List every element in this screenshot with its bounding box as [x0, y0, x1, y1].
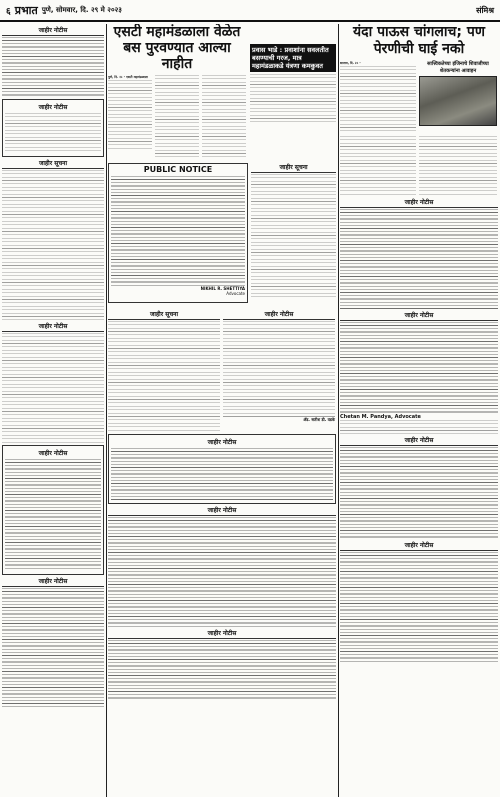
public-notice: [108, 163, 248, 303]
notice-heading: जाहीर नोटीस: [2, 322, 104, 332]
public-notice-title: PUBLIC NOTICE: [143, 165, 213, 174]
notice-heading: जाहीर नोटीस: [38, 450, 68, 457]
advocate-name: Chetan M. Pandya, Advocate: [340, 413, 421, 420]
notice-text: [340, 209, 498, 309]
notice-heading: जाहीर नोटीस: [108, 629, 336, 639]
notice-box: [108, 434, 336, 504]
field-photo: [419, 76, 497, 126]
masthead-left: [6, 3, 122, 18]
notice-box: [2, 445, 104, 575]
story-text: [419, 136, 497, 196]
notice-text: [108, 517, 336, 627]
notice-text: [340, 447, 498, 539]
advocate-address: [340, 420, 498, 434]
headline: यंदा पाऊस चांगलाच; पण पेरणीची घाई नको: [353, 24, 485, 57]
column-rule: [106, 24, 107, 797]
notice-heading: जाहीर नोटीस: [340, 541, 498, 551]
story-text: [340, 66, 416, 134]
notice-heading: जाहीर नोटीस: [38, 104, 68, 111]
notice-text: [2, 170, 104, 320]
notice-text: [5, 459, 101, 571]
notice-text: [2, 37, 104, 97]
notice-heading: जाहीर नोटीस: [340, 311, 498, 321]
story-text: [340, 136, 416, 196]
notice-text: [340, 552, 498, 662]
headline: एसटी महामंडळाला वेळेत बस पुरवण्यात आल्या नाहीत: [113, 24, 241, 72]
notice-heading: जाहीर नोटीस: [340, 436, 498, 446]
notice-text: [251, 174, 336, 299]
notice-text: [2, 333, 104, 443]
notice-heading: जाहीर सूचना: [2, 159, 104, 169]
notice-heading: जाहीर सूचना: [251, 163, 336, 173]
date-line: पुणे, सोमवार, दि. २९ मे २०२३: [41, 5, 122, 14]
notice-text: [108, 321, 220, 431]
dateline: पुणे, दि. २८ - एसटी महामंडळाला: [108, 75, 148, 79]
notice-heading: जाहीर नोटीस: [2, 577, 104, 587]
right-column: [340, 24, 498, 797]
subhead-box: प्रवास भाडे : प्रवाशांना सवलतीत बसण्याची गरज, मात्र महामंडळाकडे यंत्रणा कमकुवत: [250, 44, 336, 72]
notice-text: [111, 448, 333, 502]
notice-heading: जाहीर नोटीस: [108, 506, 336, 516]
notice-signature: NIKHIL R. SHETTIYA: [200, 286, 245, 291]
story-text: [155, 75, 199, 157]
notice-text: [111, 176, 245, 286]
notice-box: [2, 99, 104, 157]
notice-heading: जाहीर नोटीस: [340, 198, 498, 208]
notice-heading: जाहीर नोटीस: [223, 310, 335, 320]
story-text: [250, 74, 336, 124]
side-box-head: सात्त्विकतेच्या इंजिनाचे शिवाजीच्या शेतकऱ्यांना आवाहन: [427, 61, 489, 74]
notice-text: [340, 322, 498, 414]
notice-text: [5, 113, 101, 153]
advocate-signature: ॲड. सतीश डी. वडके: [303, 417, 335, 422]
notice-text: [2, 588, 104, 708]
column-rule: [338, 24, 339, 797]
notice-heading: जाहीर सूचना: [108, 310, 220, 320]
notice-heading: जाहीर नोटीस: [207, 439, 237, 446]
page-number: ६: [6, 6, 11, 17]
center-column: [108, 24, 336, 797]
newspaper-logo: प्रभात: [14, 3, 38, 17]
section-label: संमिश्र: [476, 5, 494, 15]
notice-heading: जाहीर नोटीस: [2, 26, 104, 36]
masthead: [0, 0, 500, 22]
notice-signature-role: Advocate: [226, 291, 245, 296]
left-column: [2, 24, 104, 797]
notice-text: [223, 321, 335, 417]
notice-text: [108, 640, 336, 700]
lead-story: [108, 24, 336, 157]
story-text: [108, 80, 152, 150]
story-text: [202, 75, 246, 157]
dateline: सातारा, दि. २८ -: [340, 61, 361, 65]
